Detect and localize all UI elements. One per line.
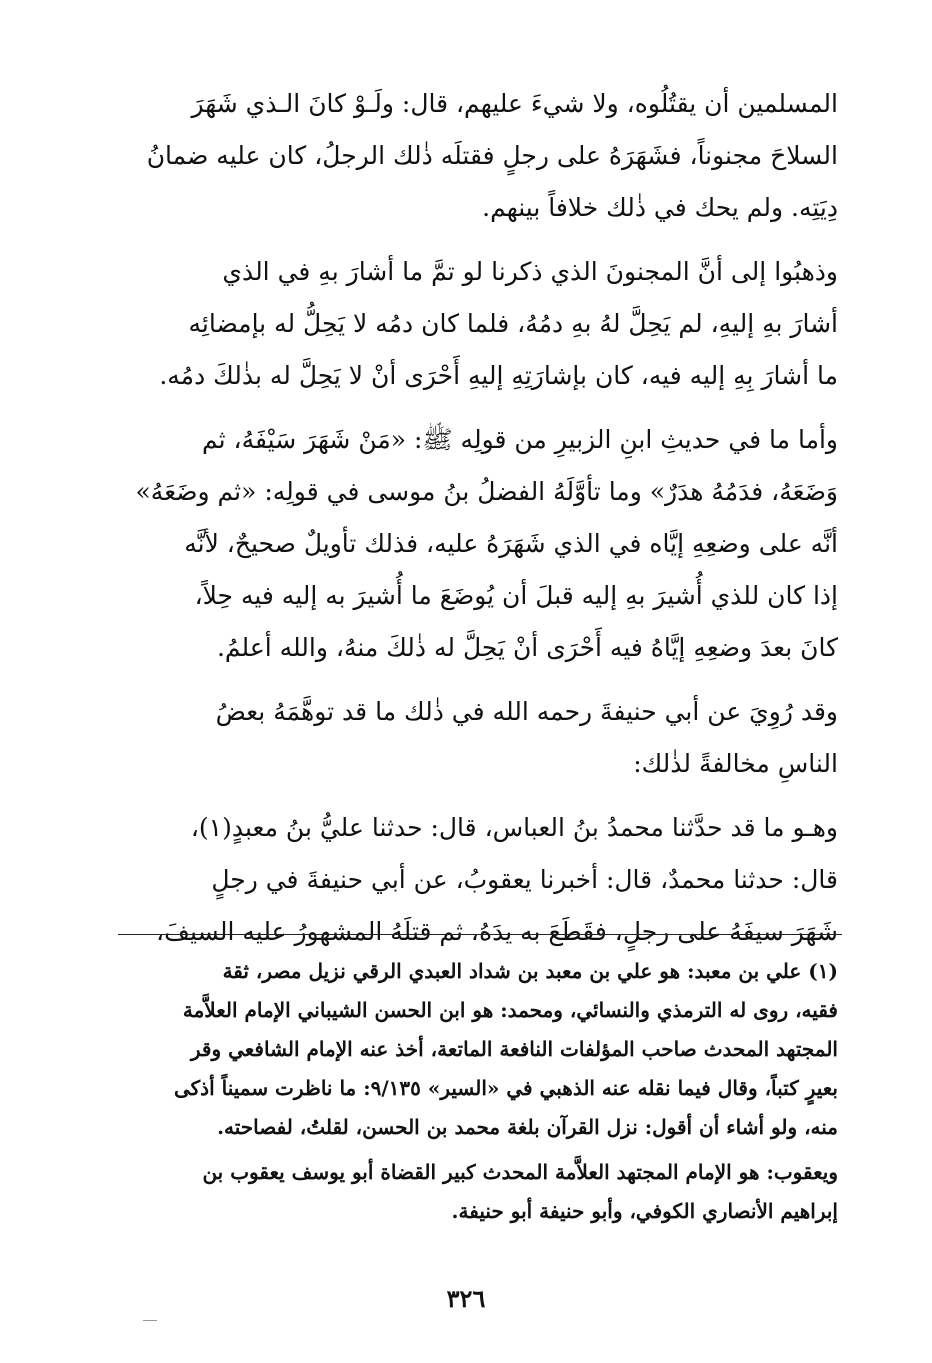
footnote-line: ويعقوب: هو الإمام المجتهد العلاَّمة المحدث كبير القضاة أبو يوسف يعقوب بن xyxy=(202,1160,838,1184)
text-line: دِيَتِه. ولم يحك في ذٰلك خلافاً بينهم. xyxy=(482,193,838,222)
text-line: السلاحَ مجنوناً، فشَهَرَهُ على رجلٍ فقتلَه ذٰلك الرجلُ، كان عليه ضمانُ xyxy=(146,141,838,170)
footnote-line: بعيرٍ كتباً، وقال فيما نقله عنه الذهبي في «السير» ٩/١٣٥: ما ناظرت سميناً أذكى xyxy=(173,1076,838,1100)
footnote-divider xyxy=(118,934,842,935)
footnotes xyxy=(118,952,838,1237)
text-line: وذهبُوا إلى أنَّ المجنونَ الذي ذكرنا لو تمَّ ما أشارَ بهِ في الذي xyxy=(222,257,838,286)
footnote-line: منه، ولو أشاء أن أقول: نزل القرآن بلغة محمد بن الحسن، لقلتُ، لفصاحته. xyxy=(217,1115,838,1139)
footnote-line: إبراهيم الأنصاري الكوفي، وأبو حنيفة أبو حنيفة. xyxy=(451,1199,838,1223)
text-line: أنَّه على وضعِهِ إيَّاه في الذي شَهَرَهُ عليه، فذلك تأويلٌ صحيحٌ، لأنَّه xyxy=(184,529,838,558)
scan-mark xyxy=(143,1320,157,1321)
paragraph-3 xyxy=(118,414,838,674)
footnote-line: (١) علي بن معبد: هو علي بن معبد بن شداد العبدي الرقي نزيل مصر، ثقة xyxy=(222,959,838,983)
text-line: إذا كان للذي أُشيرَ بهِ إليه قبلَ أن يُوضَعَ ما أُشيرَ به إليه فيه حِلاً، xyxy=(194,581,838,610)
page-number: ٣٢٦ xyxy=(446,1284,486,1313)
text-line: وأما ما في حديثِ ابنِ الزبيرِ من قولِه ﷺ: «مَنْ شَهَرَ سَيْفَهُ، ثم xyxy=(202,425,838,454)
text-line: كانَ بعدَ وضعِهِ إيَّاهُ فيه أَحْرَى أنْ يَحِلَّ له ذٰلكَ منهُ، والله أعلمُ. xyxy=(216,633,838,662)
text-line: الناسِ مخالفةً لذٰلك: xyxy=(633,749,838,778)
footnote-2 xyxy=(118,1153,838,1231)
text-line: شَهَرَ سيفَهُ على رجلٍ، فقَطَعَ به يدَهُ، ثم قتلَهُ المشهورُ عليه السيفَ، xyxy=(156,917,838,946)
paragraph-2 xyxy=(118,246,838,402)
text-line: المسلمين أن يقتُلُوه، ولا شيءَ عليهم، قال: ولَـوْ كانَ الـذي شَهَرَ xyxy=(191,89,838,118)
text-line: ما أشارَ بِهِ إليه فيه، كان بإشارَتِهِ إليهِ أَحْرَى أنْ لا يَحِلَّ له بذٰلكَ دمُه. xyxy=(159,361,838,390)
text-line: وقد رُوِيَ عن أبي حنيفةَ رحمه الله في ذٰلك ما قد توهَّمَهُ بعضُ xyxy=(215,697,838,726)
text-line: وهـو ما قد حدَّثنا محمدُ بنُ العباس، قال: حدثنا عليُّ بنُ معبدٍ(١)، xyxy=(190,813,838,842)
paragraph-4 xyxy=(118,686,838,790)
footnote-line: المجتهد المحدث صاحب المؤلفات النافعة الماتعة، أخذ عنه الإمام الشافعي وقر xyxy=(190,1037,838,1061)
text-line: قال: حدثنا محمدٌ، قال: أخبرنا يعقوبُ، عن أبي حنيفةَ في رجلٍ xyxy=(211,865,838,894)
footnote-line: فقيه، روى له الترمذي والنسائي، ومحمد: هو ابن الحسن الشيباني الإمام العلاَّمة xyxy=(182,998,838,1022)
footnote-1 xyxy=(118,952,838,1147)
text-line: أشارَ بهِ إليهِ، لم يَحِلَّ لهُ بهِ دمُهُ، فلما كان دمُه لا يَحِلُّ له بإمضائِه xyxy=(188,309,838,338)
text-line: وَضَعَهُ، فدَمُهُ هدَرٌ» وما تأوَّلَهُ الفضلُ بنُ موسى في قولِه: «ثم وضَعَهُ» xyxy=(135,477,838,506)
main-text xyxy=(118,78,838,970)
paragraph-1 xyxy=(118,78,838,234)
